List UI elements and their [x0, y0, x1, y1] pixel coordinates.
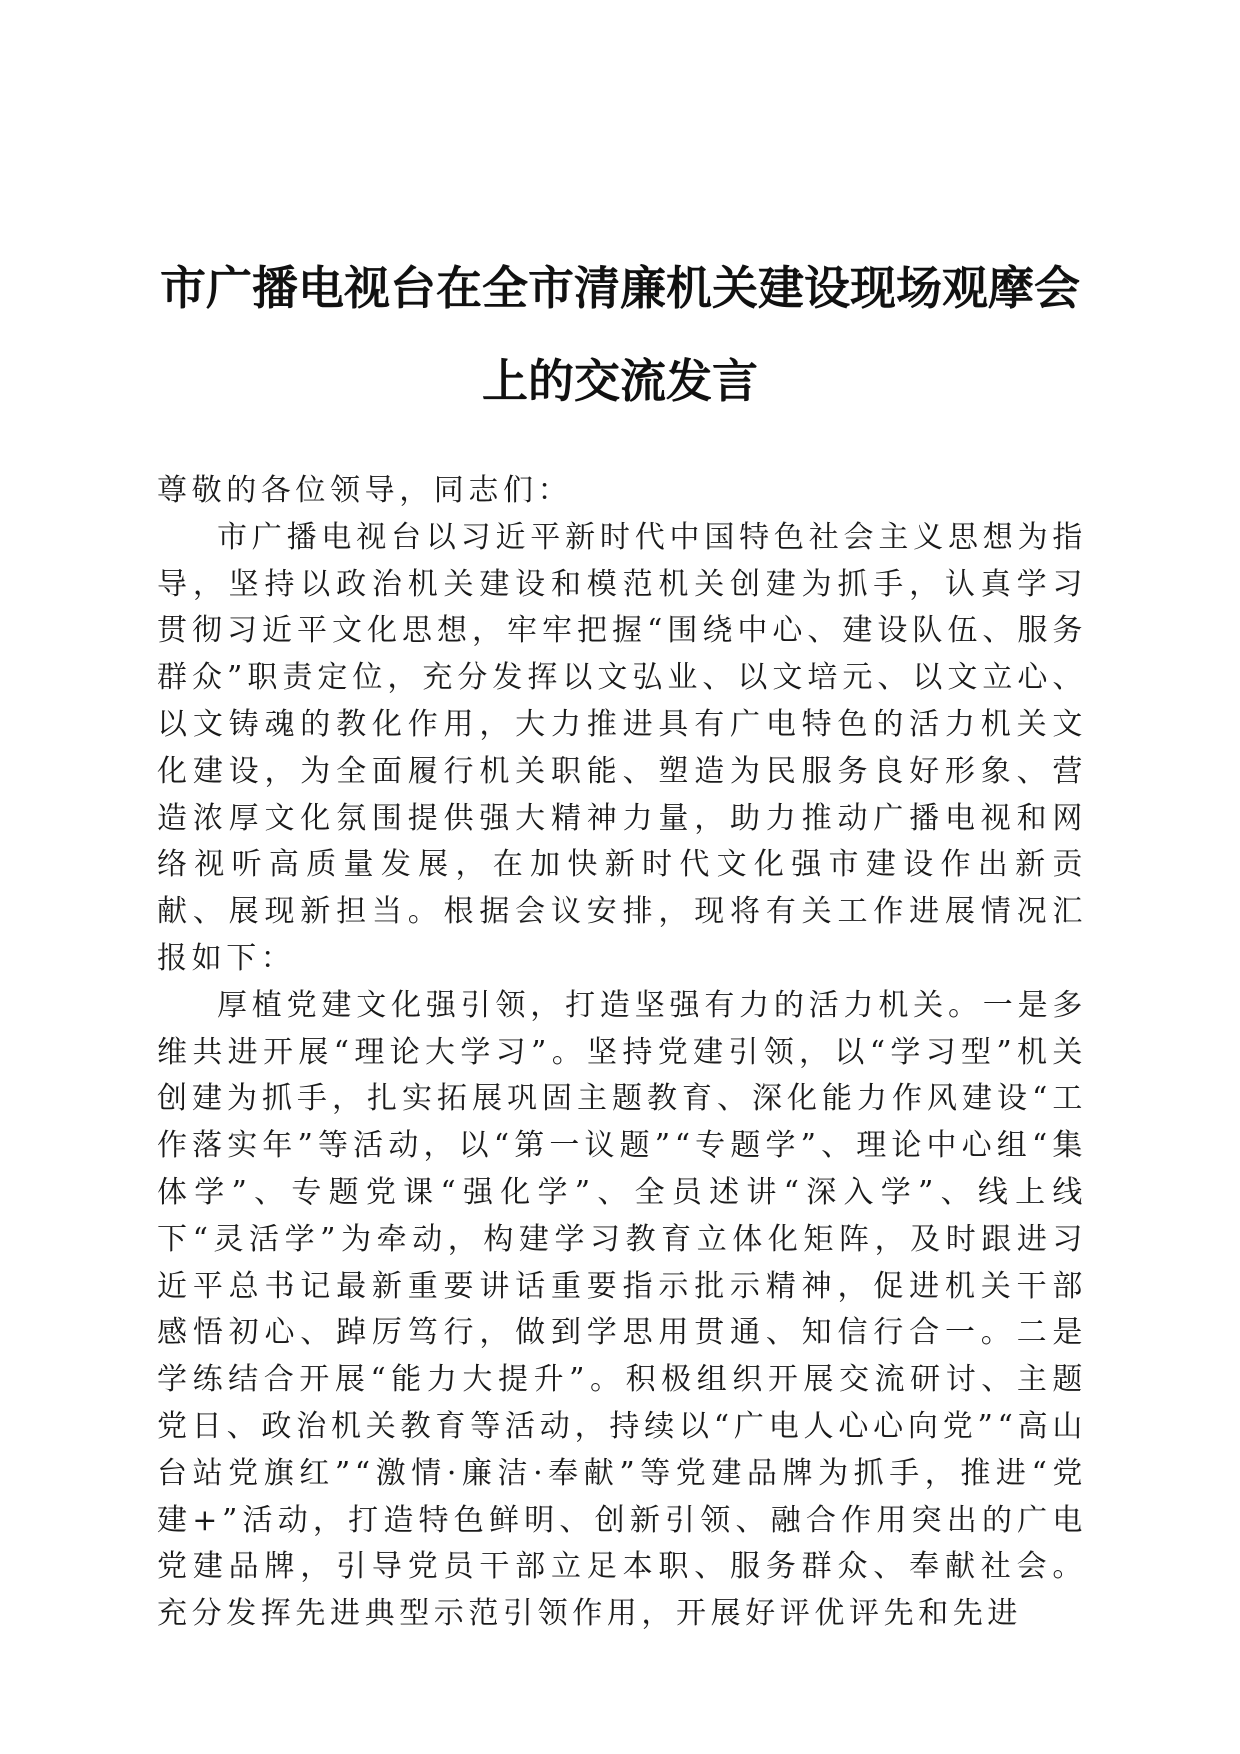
salutation: 尊敬的各位领导，同志们：: [157, 473, 573, 508]
paragraph-party-building: 厚植党建文化强引领，打造坚强有力的活力机关。一是多维共进开展“理论大学习”。坚持党建引领，以“学习型”机关创建为抓手，扎实拓展巩固主题教育、深化能力作风建设“工作落实年”等活动，以“第一议题”“专题学”、理论中心组“集体学”、专题党课“强化学”、全员述讲“深入学”、线上线下“灵活学”为牵动，构建学习教育立体化矩阵，及时跟进习近平总书记最新重要讲话重要指示批示精神，促进机关干部感悟初心、踔厉笃行，做到学思用贯通、知信行合一。二是学练结合开展“能力大提升”。积极组织开展交流研讨、主题党日、政治机关教育等活动，持续以“广电人心心向党”“高山台站党旗红”“激情·廉洁·奉献”等党建品牌为抓手，推进“党建+”活动，打造特色鲜明、创新引领、融合作用突出的广电党建品牌，引导党员干部立足本职、服务群众、奉献社会。充分发挥先进典型示范引领作用，开展好评优评先和先进: [157, 987, 1087, 1632]
document-body: [157, 468, 1087, 1638]
paragraph-intro: 市广播电视台以习近平新时代中国特色社会主义思想为指导，坚持以政治机关建设和模范机关创建为抓手，认真学习贯彻习近平文化思想，牢牢把握“围绕中心、建设队伍、服务群众”职责定位，充分发挥以文弘业、以文培元、以文立心、以文铸魂的教化作用，大力推进具有广电特色的活力机关文化建设，为全面履行机关职能、塑造为民服务良好形象、营造浓厚文化氛围提供强大精神力量，助力推动广播电视和网络视听高质量发展，在加快新时代文化强市建设作出新贡献、展现新担当。根据会议安排，现将有关工作进展情况汇报如下：: [157, 519, 1087, 976]
document-title-line-2: 上的交流发言: [482, 354, 758, 408]
document-title-line-1: 市广播电视台在全市清廉机关建设现场观摩会: [160, 261, 1080, 315]
